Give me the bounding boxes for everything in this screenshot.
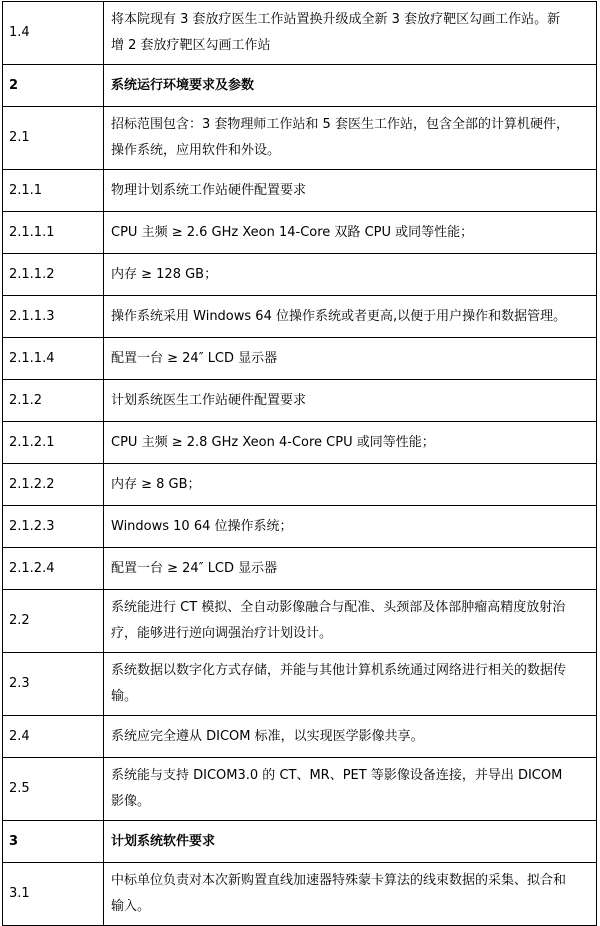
clause-number: 2.1.1.2 <box>3 254 104 296</box>
table-row <box>3 548 597 590</box>
table-row <box>3 65 597 107</box>
table-row <box>3 254 597 296</box>
clause-text <box>104 863 597 926</box>
clause-number: 3 <box>3 821 104 863</box>
clause-text-line: 疗，能够进行逆向调强治疗计划设计。 <box>111 626 333 641</box>
clause-number: 2.1.1 <box>3 170 104 212</box>
clause-number: 2.1.2.2 <box>3 464 104 506</box>
clause-number: 2.2 <box>3 590 104 653</box>
clause-text-line: 操作系统，应用软件和外设。 <box>111 143 281 158</box>
table-row <box>3 464 597 506</box>
clause-text-line: 计划系统软件要求 <box>111 833 216 849</box>
clause-number: 2.1 <box>3 107 104 170</box>
table-row <box>3 422 597 464</box>
clause-text-line: 配置一台 ≥ 24″ LCD 显示器 <box>111 560 278 576</box>
table-row <box>3 212 597 254</box>
clause-text-line: 操作系统采用 Windows 64 位操作系统或者更高,以便于用户操作和数据管理。 <box>111 308 567 324</box>
table-row <box>3 653 597 716</box>
table-row <box>3 107 597 170</box>
table-row <box>3 380 597 422</box>
table-row <box>3 170 597 212</box>
table-row <box>3 758 597 821</box>
clause-text-line: 招标范围包含：3 套物理师工作站和 5 套医生工作站，包含全部的计算机硬件， <box>111 117 569 132</box>
clause-text <box>104 2 597 65</box>
clause-number: 3.1 <box>3 863 104 926</box>
clause-number: 2.1.1.4 <box>3 338 104 380</box>
clause-text-line: 系统数据以数字化方式存储，并能与其他计算机系统通过网络进行相关的数据传 <box>111 663 567 678</box>
clause-text <box>104 422 597 464</box>
clause-text <box>104 338 597 380</box>
clause-text-line: 影像。 <box>111 794 151 809</box>
requirements-table <box>2 1 597 926</box>
clause-number: 2.1.2 <box>3 380 104 422</box>
clause-text <box>104 107 597 170</box>
clause-text <box>104 65 597 107</box>
clause-number: 2.1.2.4 <box>3 548 104 590</box>
clause-text <box>104 296 597 338</box>
clause-text-line: 系统运行环境要求及参数 <box>111 77 255 93</box>
clause-number: 2 <box>3 65 104 107</box>
table-row <box>3 716 597 758</box>
clause-text <box>104 653 597 716</box>
clause-text-line: 配置一台 ≥ 24″ LCD 显示器 <box>111 350 278 366</box>
clause-text <box>104 212 597 254</box>
clause-number: 1.4 <box>3 2 104 65</box>
clause-text <box>104 821 597 863</box>
clause-text-line: 物理计划系统工作站硬件配置要求 <box>111 182 307 198</box>
clause-number: 2.1.2.3 <box>3 506 104 548</box>
clause-text-line: 系统能与支持 DICOM3.0 的 CT、MR、PET 等影像设备连接，并导出 DICOM <box>111 768 563 783</box>
clause-number: 2.1.2.1 <box>3 422 104 464</box>
table-row <box>3 863 597 926</box>
clause-text <box>104 548 597 590</box>
table-row <box>3 296 597 338</box>
clause-text-line: 计划系统医生工作站硬件配置要求 <box>111 392 307 408</box>
table-row <box>3 506 597 548</box>
clause-text-line: CPU 主频 ≥ 2.6 GHz Xeon 14-Core 双路 CPU 或同等性能； <box>111 224 474 240</box>
clause-text-line: 增 2 套放疗靶区勾画工作站 <box>111 38 271 53</box>
clause-text <box>104 254 597 296</box>
clause-text-line: 将本院现有 3 套放疗医生工作站置换升级成全新 3 套放疗靶区勾画工作站。新 <box>111 12 561 27</box>
clause-text <box>104 716 597 758</box>
clause-number: 2.3 <box>3 653 104 716</box>
table-row <box>3 2 597 65</box>
clause-number: 2.1.1.1 <box>3 212 104 254</box>
table-row <box>3 338 597 380</box>
clause-text <box>104 590 597 653</box>
clause-text <box>104 506 597 548</box>
clause-text <box>104 464 597 506</box>
clause-text-line: 输。 <box>111 689 138 704</box>
clause-text-line: 中标单位负责对本次新购置直线加速器特殊蒙卡算法的线束数据的采集、拟合和 <box>111 873 567 888</box>
clause-text <box>104 380 597 422</box>
clause-text-line: 系统应完全遵从 DICOM 标准，以实现医学影像共享。 <box>111 728 424 744</box>
clause-text-line: 内存 ≥ 128 GB； <box>111 266 218 282</box>
clause-text-line: 内存 ≥ 8 GB； <box>111 476 201 492</box>
clause-text-line: 系统能进行 CT 模拟、全自动影像融合与配准、头颈部及体部肿瘤高精度放射治 <box>111 600 566 615</box>
clause-number: 2.5 <box>3 758 104 821</box>
table-row <box>3 821 597 863</box>
clause-text <box>104 170 597 212</box>
table-row <box>3 590 597 653</box>
clause-number: 2.1.1.3 <box>3 296 104 338</box>
clause-text <box>104 758 597 821</box>
clause-text-line: Windows 10 64 位操作系统； <box>111 518 293 534</box>
clause-text-line: 输入。 <box>111 899 151 914</box>
clause-number: 2.4 <box>3 716 104 758</box>
clause-text-line: CPU 主频 ≥ 2.8 GHz Xeon 4-Core CPU 或同等性能； <box>111 434 435 450</box>
